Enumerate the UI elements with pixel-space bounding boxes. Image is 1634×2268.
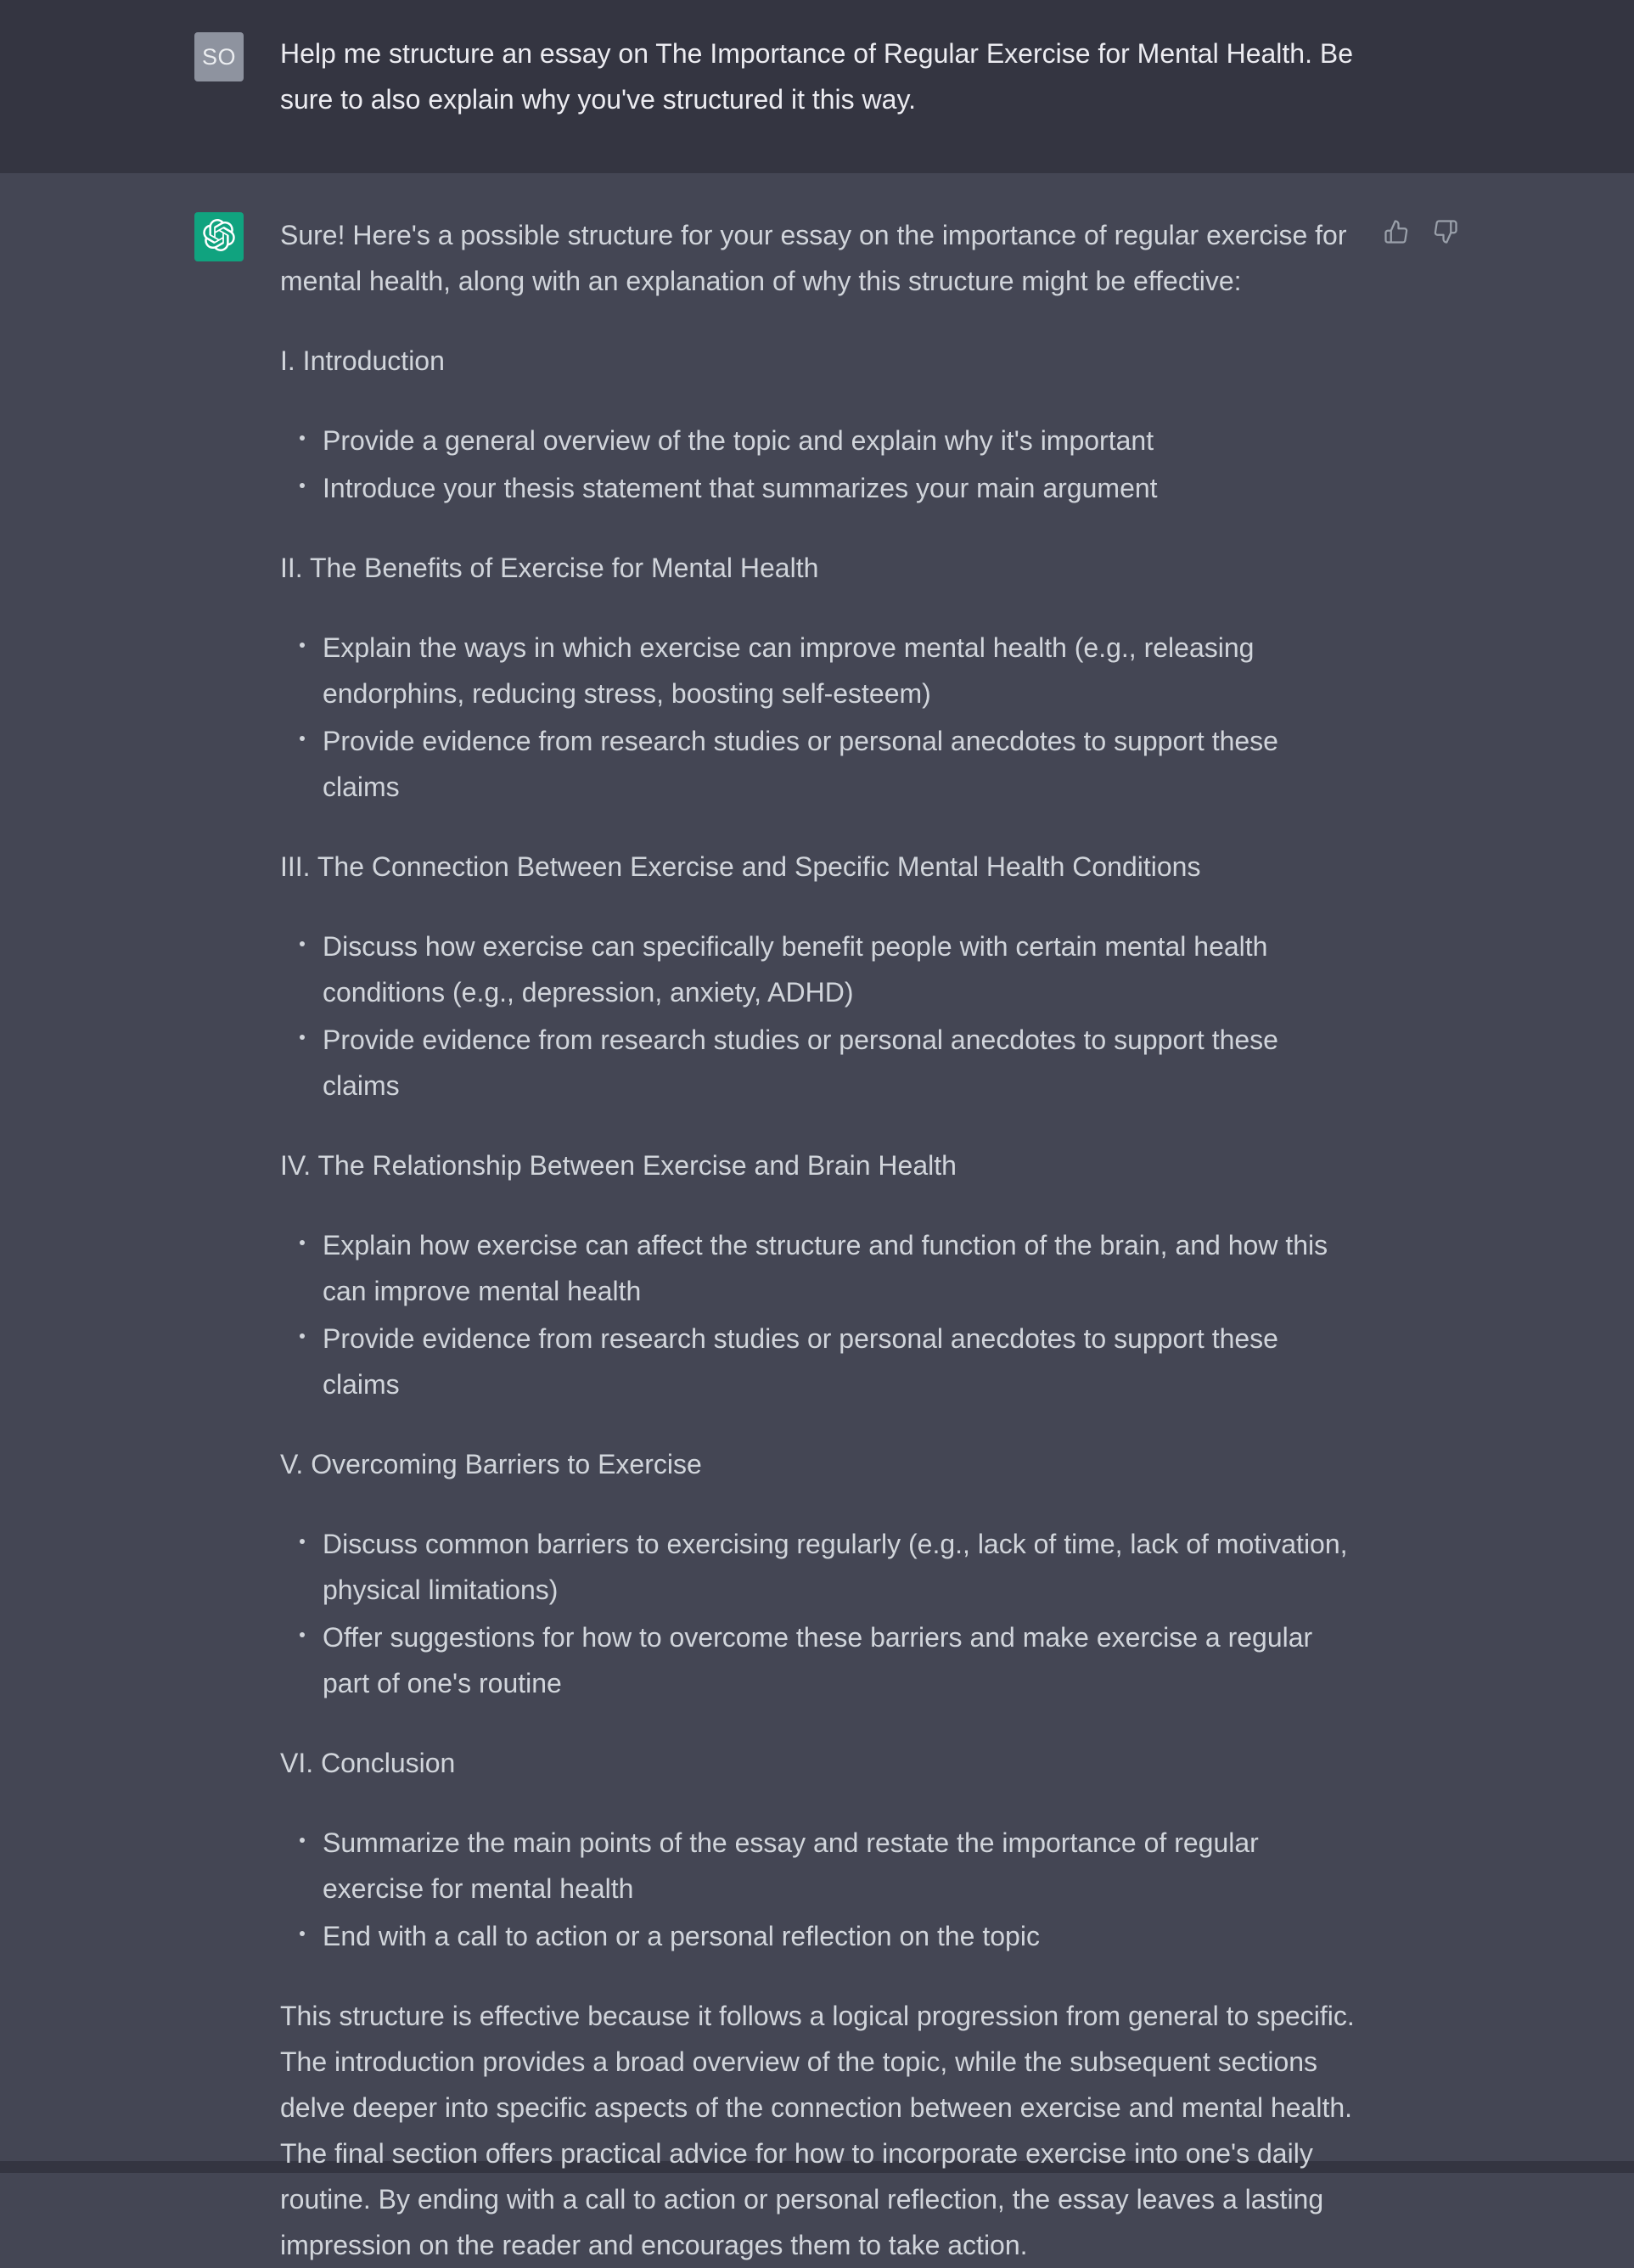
section-bullets <box>280 1820 1358 1959</box>
thumbs-up-icon[interactable] <box>1384 219 1409 244</box>
assistant-intro-paragraph: Sure! Here's a possible structure for your essay on the importance of regular exercise for mental health, along with an explanation of why this structure might be effective: <box>280 220 1347 296</box>
bullet-item: End with a call to action or a personal reflection on the topic <box>323 1913 1358 1959</box>
user-avatar-initials: SO <box>201 43 236 70</box>
assistant-message-content <box>280 212 1358 2268</box>
bullet-item: Discuss how exercise can specifically benefit people with certain mental health conditions (e.g., depression, anxiety, ADHD) <box>323 923 1358 1015</box>
thumbs-down-icon[interactable] <box>1433 219 1458 244</box>
bullet-item: Summarize the main points of the essay and restate the importance of regular exercise for mental health <box>323 1820 1358 1912</box>
bullet-item: Provide evidence from research studies or personal anecdotes to support these claims <box>323 1017 1358 1109</box>
message-actions <box>1384 219 1458 244</box>
user-message-content <box>280 31 1358 122</box>
section-bullets <box>280 1521 1358 1706</box>
section-bullets <box>280 1222 1358 1407</box>
section-bullets <box>280 923 1358 1109</box>
section-heading: V. Overcoming Barriers to Exercise <box>280 1449 702 1479</box>
bullet-item: Introduce your thesis statement that summarizes your main argument <box>323 465 1358 511</box>
section-bullets <box>280 418 1358 511</box>
chatgpt-logo-icon <box>203 219 235 255</box>
bullet-item: Provide evidence from research studies or personal anecdotes to support these claims <box>323 718 1358 810</box>
bullet-item: Offer suggestions for how to overcome these barriers and make exercise a regular part of one's routine <box>323 1614 1358 1706</box>
bullet-item: Explain how exercise can affect the structure and function of the brain, and how this can improve mental health <box>323 1222 1358 1314</box>
bullet-item: Discuss common barriers to exercising regularly (e.g., lack of time, lack of motivation, physical limitations) <box>323 1521 1358 1613</box>
section-heading: IV. The Relationship Between Exercise and Brain Health <box>280 1150 957 1181</box>
user-message-text: Help me structure an essay on The Importance of Regular Exercise for Mental Health. Be sure to also explain why you've structured it this way. <box>280 38 1354 115</box>
user-message-row <box>0 0 1634 173</box>
user-avatar <box>194 32 244 81</box>
section-heading: II. The Benefits of Exercise for Mental Health <box>280 553 819 583</box>
bullet-item: Explain the ways in which exercise can improve mental health (e.g., releasing endorphins, reducing stress, boosting self-esteem) <box>323 625 1358 716</box>
assistant-avatar <box>194 212 244 261</box>
bullet-item: Provide a general overview of the topic and explain why it's important <box>323 418 1358 463</box>
section-heading: III. The Connection Between Exercise and Specific Mental Health Conditions <box>280 851 1201 882</box>
assistant-outro-paragraph: This structure is effective because it follows a logical progression from general to specific. The introduction provides a broad overview of the topic, while the subsequent sections delve deeper into specific aspects of the connection between exercise and mental health. The final section offers practical advice for how to incorporate exercise into one's daily routine. By ending with a call to action or personal reflection, the essay leaves a lasting impression on the reader and encourages them to take action. <box>280 2001 1355 2260</box>
assistant-message-row <box>0 173 1634 2260</box>
section-heading: VI. Conclusion <box>280 1748 456 1778</box>
assistant-sections <box>280 338 1358 1959</box>
section-bullets <box>280 625 1358 810</box>
bullet-item: Provide evidence from research studies or personal anecdotes to support these claims <box>323 1316 1358 1407</box>
section-heading: I. Introduction <box>280 345 445 376</box>
